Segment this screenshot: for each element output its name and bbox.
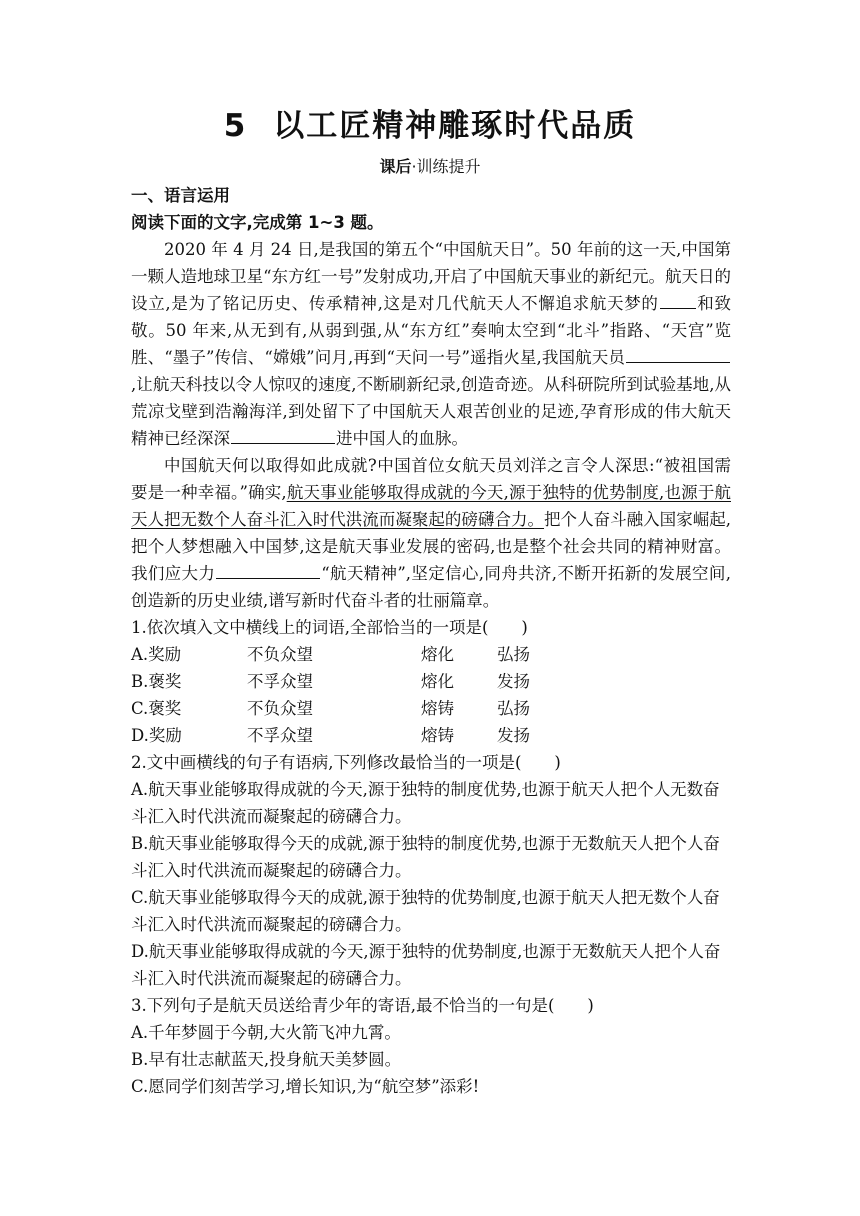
page-subtitle — [0, 156, 860, 178]
question-2-stem: 2.文中画横线的句子有语病,下列修改最恰当的一项是( ) — [131, 753, 561, 772]
passage-text: ,让航天科技以令人惊叹的速度,不断刷新纪录,创造奇迹。从科研院所到试验基地,从荒凉戈壁到浩瀚海洋,到处留下了中国航天人艰苦创业的足迹,孕育形成的伟大航天精神已经深深 — [131, 375, 731, 448]
underlined-sentence: 航天事业能够取得成就的今天,源于独特的优势制度,也源于航天人把无数个人奋斗汇入时代洪流而凝聚起的磅礴合力。 — [131, 483, 731, 529]
question-1-stem: 1.依次填入文中横线上的词语,全部恰当的一项是( ) — [131, 618, 528, 637]
subtitle-rest: ·训练提升 — [411, 157, 481, 176]
option-cell: 不负众望 — [247, 699, 313, 718]
q1-option-b — [131, 668, 731, 695]
section-heading: 一、语言运用 — [131, 186, 230, 205]
lesson-title: 以工匠精神雕琢时代品质 — [273, 108, 637, 144]
option-cell: 弘扬 — [497, 699, 530, 718]
document-body — [131, 182, 731, 1100]
q2-option-d: D.航天事业能够取得成就的今天,源于独特的优势制度,也源于无数航天人把个人奋斗汇入时代洪流而凝聚起的磅礴合力。 — [131, 942, 721, 988]
passage-paragraph-1 — [131, 236, 731, 452]
fill-blank-3 — [231, 425, 335, 444]
q2-option-c: C.航天事业能够取得今天的成就,源于独特的优势制度,也源于航天人把无数个人奋斗汇入时代洪流而凝聚起的磅礴合力。 — [131, 888, 720, 934]
lesson-number: 5 — [223, 108, 248, 144]
q1-option-a — [131, 641, 731, 668]
option-cell: A.奖励 — [131, 645, 182, 664]
option-cell: 发扬 — [497, 672, 530, 691]
option-cell: 熔化 — [421, 645, 454, 664]
option-cell: 不孚众望 — [247, 726, 313, 745]
option-cell: 不负众望 — [247, 645, 313, 664]
passage-text: 把个人奋斗融入国家崛起,把个人梦想融入中国梦,这是航天事业发展的密码,也是整个社会共同的精神财富。我们应大力 — [131, 510, 732, 583]
subtitle-bold: 课后 — [379, 157, 412, 176]
passage-text: “航天精神”,坚定信心,同舟共济,不断开拓新的发展空间,创造新的历史业绩,谱写新时代奋斗者的壮丽篇章。 — [131, 564, 731, 610]
option-cell: 弘扬 — [497, 645, 530, 664]
passage-text: 和致敬。50 年来,从无到有,从弱到强,从“东方红”奏响太空到“北斗”指路、“天宫”览胜、“墨子”传信、“嫦娥”问月,再到“天问一号”遥指火星,我国航天员 — [131, 294, 731, 367]
reading-instruction: 阅读下面的文字,完成第 1~3 题。 — [131, 213, 384, 232]
q3-option-a: A.千年梦圆于今朝,大火箭飞冲九霄。 — [131, 1023, 401, 1042]
passage-text: 进中国人的血脉。 — [336, 429, 468, 448]
page-title — [0, 106, 860, 146]
fill-blank-4 — [216, 560, 320, 579]
passage-paragraph-2 — [131, 452, 731, 614]
q3-option-b: B.早有壮志献蓝天,投身航天美梦圆。 — [131, 1050, 402, 1069]
option-cell: B.褒奖 — [131, 672, 182, 691]
question-3-stem: 3.下列句子是航天员送给青少年的寄语,最不恰当的一句是( ) — [131, 996, 594, 1015]
q3-option-c: C.愿同学们刻苦学习,增长知识,为“航空梦”添彩! — [131, 1077, 480, 1096]
q1-option-c — [131, 695, 731, 722]
q1-option-d — [131, 722, 731, 749]
option-cell: 熔铸 — [421, 699, 454, 718]
q2-option-a: A.航天事业能够取得成就的今天,源于独特的制度优势,也源于航天人把个人无数奋斗汇入时代洪流而凝聚起的磅礴合力。 — [131, 780, 720, 826]
fill-blank-2 — [626, 344, 730, 363]
option-cell: 不孚众望 — [247, 672, 313, 691]
option-cell: C.褒奖 — [131, 699, 182, 718]
q2-option-b: B.航天事业能够取得今天的成就,源于独特的制度优势,也源于无数航天人把个人奋斗汇入时代洪流而凝聚起的磅礴合力。 — [131, 834, 720, 880]
passage-text: 2020 年 4 月 24 日,是我国的第五个“中国航天日”。50 年前的这一天,中国第一颗人造地球卫星“东方红一号”发射成功,开启了中国航天事业的新纪元。航天日的设立,是为了铭记历史、传承精神,这是对几代航天人不懈追求航天梦的 — [131, 240, 731, 313]
option-cell: D.奖励 — [131, 726, 182, 745]
option-cell: 发扬 — [497, 726, 530, 745]
option-cell: 熔化 — [421, 672, 454, 691]
option-cell: 熔铸 — [421, 726, 454, 745]
passage-text: 中国航天何以取得如此成就?中国首位女航天员刘洋之言令人深思:“被祖国需要是一种幸福。”确实, — [131, 456, 731, 502]
fill-blank-1 — [660, 290, 696, 309]
